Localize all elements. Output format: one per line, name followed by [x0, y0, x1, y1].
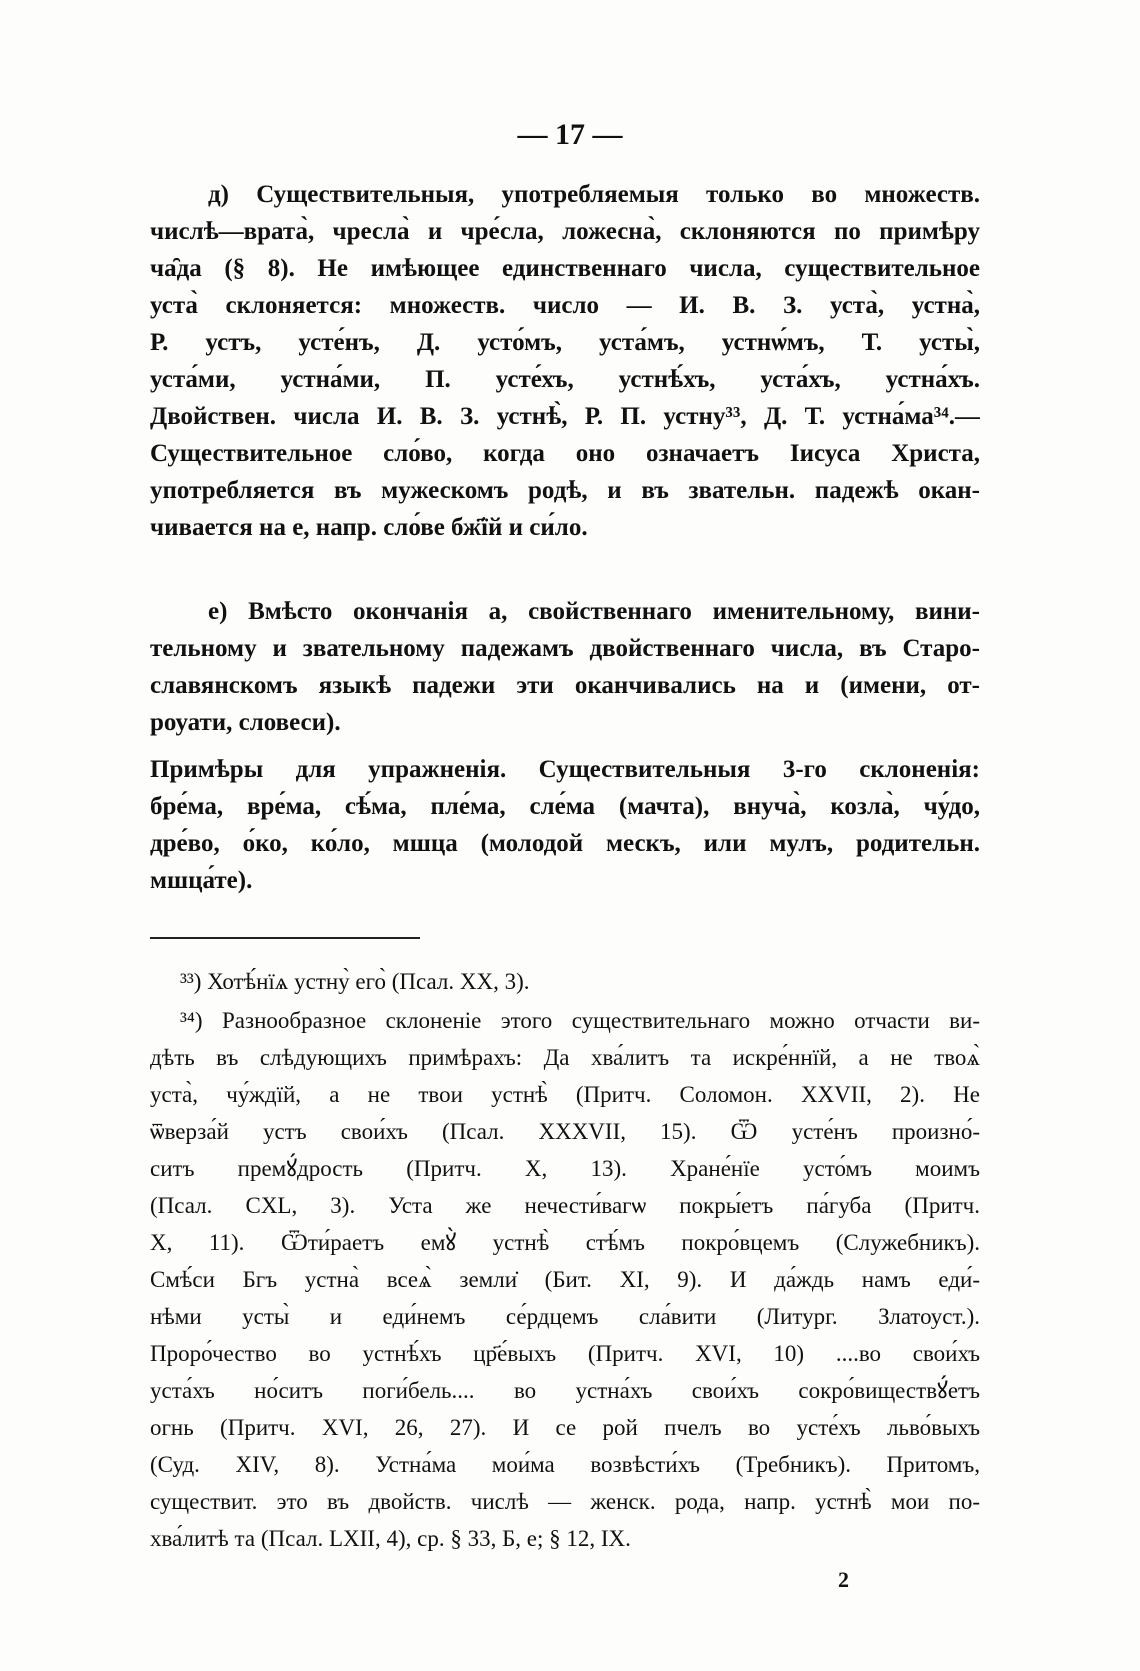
paragraph-examples	[150, 751, 980, 899]
text-line: мшца́те).	[150, 867, 253, 894]
text-line: Р. устъ, усте́нъ, Д. усто́мъ, уста́мъ, устнѡ́мъ, Т. усты̀,	[150, 329, 980, 356]
text-line: славянскомъ языкѣ падежи эти оканчивались на и (имени, от-	[150, 672, 980, 699]
text-line: чивается на е, напр. сло́ве бж҃їй и си́ло.	[150, 514, 588, 541]
text-line: числѣ—врата̀, чресла̀ и чре́сла, ложесна̀, склоняются по примѣру	[150, 218, 980, 245]
text-line: Двойствен. числа И. В. З. устнѣ̀, Р. П. устну³³, Д. Т. устна́ма³⁴.—	[150, 403, 980, 430]
text-line: Существительное сло́во, когда оно означаетъ Іисуса Христа,	[150, 440, 980, 467]
page-number: — 17 —	[517, 118, 623, 151]
text-line: Примѣры для упражненія. Существительныя 3-го склоненія:	[150, 756, 980, 783]
footnote-line: (Псал. CXL, 3). Уста же нечести́вагѡ покры́етъ па́губа (Притч.	[150, 1193, 980, 1218]
footnote-line: уста́хъ но́ситъ поги́бель.... во устна́хъ свои́хъ сокро́виществꙋ́етъ	[150, 1378, 980, 1403]
text-line: тельному и звательному падежамъ двойственнаго числа, въ Старо-	[150, 635, 980, 662]
footnote-33	[150, 963, 980, 1000]
footnote-divider	[150, 937, 420, 939]
footnote-line: Проро́чество во устнѣ́хъ цр҃е́выхъ (Притч. XVI, 10) ....во свои́хъ	[150, 1341, 980, 1366]
text-line: уста̀ склоняется: множеств. число — И. В. З. уста̀, устна̀,	[150, 292, 980, 319]
text-line: ча̑да (§ 8). Не имѣющее единственнаго числа, существительное	[150, 255, 980, 282]
text-line: дре́во, о́ко, ко́ло, мшца (молодой мескъ, или мулъ, родительн.	[150, 830, 980, 857]
text-line: уста́ми, устна́ми, П. усте́хъ, устнѣ́хъ, уста́хъ, устна́хъ.	[150, 366, 980, 393]
text-line: д) Существительныя, употребляемыя только во множеств.	[208, 181, 980, 208]
text-line: бре́ма, вре́ма, сѣ́ма, пле́ма, сле́ма (мачта), внуча̀, козла̀, чу́до,	[150, 793, 980, 820]
text-line: е) Вмѣсто окончанія а, свойственнаго именительному, вини-	[208, 598, 980, 625]
text-line: роуати, словеси).	[150, 709, 341, 736]
text-line: употребляется въ мужескомъ родѣ, и въ звательн. падежѣ окан-	[150, 477, 980, 504]
footnote-line: X, 11). Ѿти́раетъ емꙋ̀ устнѣ̀ стѣ́мъ покро́вцемъ (Служебникъ).	[150, 1230, 980, 1255]
paragraph-e	[150, 593, 980, 741]
footnote-line: ѿверза́й устъ свои́хъ (Псал. XXXVII, 15). Ѿ усте́нъ произно́-	[150, 1119, 980, 1144]
footnote-line: (Суд. XIV, 8). Устна́ма мои́ма возвѣсти́хъ (Требникъ). Притомъ,	[150, 1452, 980, 1477]
footnote-line: огнь (Притч. XVI, 26, 27). И се рой пчелъ во усте́хъ льво́выхъ	[150, 1415, 980, 1440]
signature-mark: 2	[838, 1567, 849, 1592]
footnote-line: дѣть въ слѣдующихъ примѣрахъ: Да хва́литъ та искре́ннїй, а не твоѧ̀	[150, 1045, 980, 1070]
footnote-line: ситъ премꙋ́дрость (Притч. X, 13). Хране́нїе усто́мъ моимъ	[150, 1156, 980, 1181]
footnote-line: нѣми усты̀ и еди́немъ се́рдцемъ сла́вити (Литург. Златоуст.).	[150, 1304, 980, 1329]
footnote-line: существит. это въ двойств. числѣ — женск. рода, напр. устнѣ̀ мои по-	[150, 1489, 980, 1514]
footnote-line: ³⁴) Разнообразное склоненіе этого существительнаго можно отчасти ви-	[180, 1008, 980, 1033]
footnote-line: хва́литѣ та (Псал. LXII, 4), ср. § 33, Б, е; § 12, IX.	[150, 1526, 631, 1551]
footnote-line: ³³) Хотѣ́нїѧ устну̀ его̀ (Псал. XX, 3).	[180, 969, 530, 994]
footnote-line: Смѣ́си Бгъ устна̀ всеѧ̀ земли̇ (Бит. XI, 9). И да́ждь намъ еди́-	[150, 1267, 980, 1292]
paragraph-d	[150, 176, 980, 546]
footnote-34	[150, 1002, 980, 1557]
footnote-line: уста̀, чу́ждїй, а не твои устнѣ̀ (Притч. Соломон. XXVII, 2). Не	[150, 1082, 980, 1107]
